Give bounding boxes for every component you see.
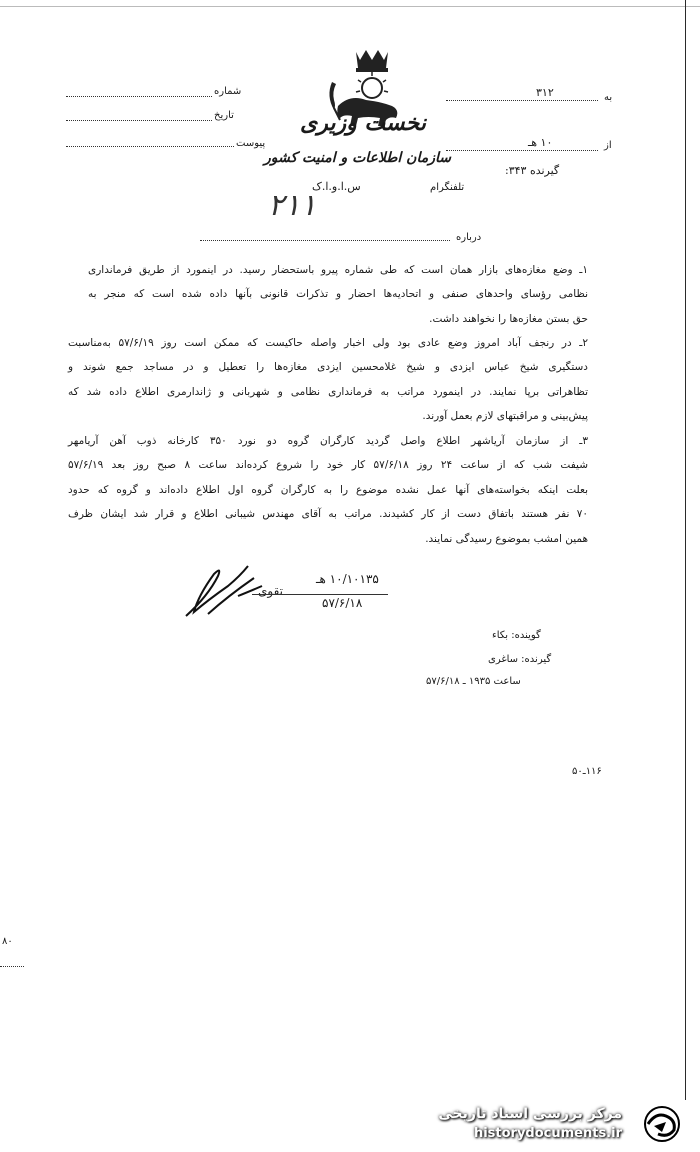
signature-line xyxy=(252,594,388,595)
body-line: دستگیری شیخ عباس ایزدی و شیخ غلامحسین ایزدی مغازه‌ها را تعطیل و در مساجد جمع شوند و xyxy=(68,361,588,373)
body-line: حق بستن مغازه‌ها را نخواهند داشت. xyxy=(429,313,588,325)
attachment-field-line xyxy=(66,146,234,147)
body-line: ۷۰ نفر هستند باتفاق دست از کار کشیدند. مراتب به آقای مهندس شیبانی اطلاع و قرار شد ایشان ظرف xyxy=(68,508,588,520)
office-title: نخست وزیری xyxy=(300,110,426,136)
signatory-name: تقوی xyxy=(258,584,284,598)
body-line: پیش‌بینی و مراقبتهای لازم بعمل آورند. xyxy=(422,410,588,422)
body-line: همین امشب بموضوع رسیدگی نمایند. xyxy=(425,533,588,545)
page-reference: ۱۱۶ـ۵۰ xyxy=(572,766,602,777)
body-line: بعلت اینکه بخواسته‌های آنها عمل نشده موضوع را به کارگران گروه اول اطلاع داده‌اند و گروه که حدود xyxy=(68,484,588,496)
transmission-time: ساعت ۱۹۳۵ ـ ۵۷/۶/۱۸ xyxy=(426,676,521,687)
signature-code: ۱۰/۱۰۱۳۵ هـ xyxy=(316,572,379,586)
receiver-code: گیرنده ۳۴۳: xyxy=(505,164,560,177)
from-value: ۱۰ هـ xyxy=(528,136,553,149)
body-line: ۳ـ از سازمان آریاشهر اطلاع واصل گردید کارگران گروه دو نورد ۳۵۰ کارخانه ذوب آهن آریامهر xyxy=(68,435,588,447)
from-field-line xyxy=(446,150,598,151)
body-line: تظاهراتی برپا نمایند. در اینمورد مراتب به فرمانداری نظامی و شهربانی و ژاندارمری اطلاع داده شد که xyxy=(68,386,588,398)
office-code: س.ا.و.ا.ک xyxy=(312,180,361,193)
archive-logo-icon xyxy=(632,1104,692,1144)
to-field-line xyxy=(446,100,598,101)
body-line: نظامی رؤسای واحدهای صنفی و اتحادیه‌ها احضار و تذکرات قانونی بآنها داده شده است که منجر به xyxy=(88,288,588,300)
watermark-url: historydocuments.ir xyxy=(473,1126,622,1141)
telegram-label: تلفنگرام xyxy=(430,182,465,193)
subject-field-line xyxy=(200,240,450,241)
office-subtitle: سازمان اطلاعات و امنیت کشور xyxy=(264,150,451,166)
number-field-line xyxy=(66,96,212,97)
from-label: از xyxy=(604,140,612,151)
handwritten-signature xyxy=(178,556,268,626)
to-value: ۳۱۲ xyxy=(536,86,554,99)
scan-edge-top xyxy=(0,6,700,7)
attachment-label: پیوست xyxy=(236,138,266,149)
date-field-line xyxy=(66,120,212,121)
to-label: به xyxy=(604,92,613,103)
archive-watermark xyxy=(412,1104,692,1144)
margin-mark: ۸۰ xyxy=(2,936,13,947)
signature-date: ۵۷/۶/۱۸ xyxy=(322,596,363,610)
sender-line: گوینده: بکاء xyxy=(492,630,541,641)
margin-dash xyxy=(0,966,24,967)
handwritten-mark: ۲۱۱ xyxy=(268,188,317,223)
scan-edge-right xyxy=(685,0,686,1100)
body-line: ۱ـ وضع مغازه‌های بازار همان است که طی شماره پیرو باستحضار رسید. در اینمورد از طریق فرمانداری xyxy=(88,264,588,276)
receiver-line: گیرنده: ساغری xyxy=(488,654,552,665)
body-line: شیفت شب که از ساعت ۲۴ روز ۵۷/۶/۱۸ کار خود را شروع کرده‌اند ساعت ۸ صبح روز بعد ۵۷/۶/۱۹ xyxy=(68,459,588,471)
watermark-title: مرکز بررسی اسناد تاریخی xyxy=(438,1106,622,1122)
subject-label: درباره xyxy=(456,232,482,243)
date-label: تاریخ xyxy=(214,110,234,121)
body-line: ۲ـ در رنجف آباد امروز وضع عادی بود ولی اخبار واصله حاکیست که ممکن است روز ۵۷/۶/۱۹ به‌مناسبت xyxy=(68,337,588,349)
number-label: شماره xyxy=(214,86,242,97)
